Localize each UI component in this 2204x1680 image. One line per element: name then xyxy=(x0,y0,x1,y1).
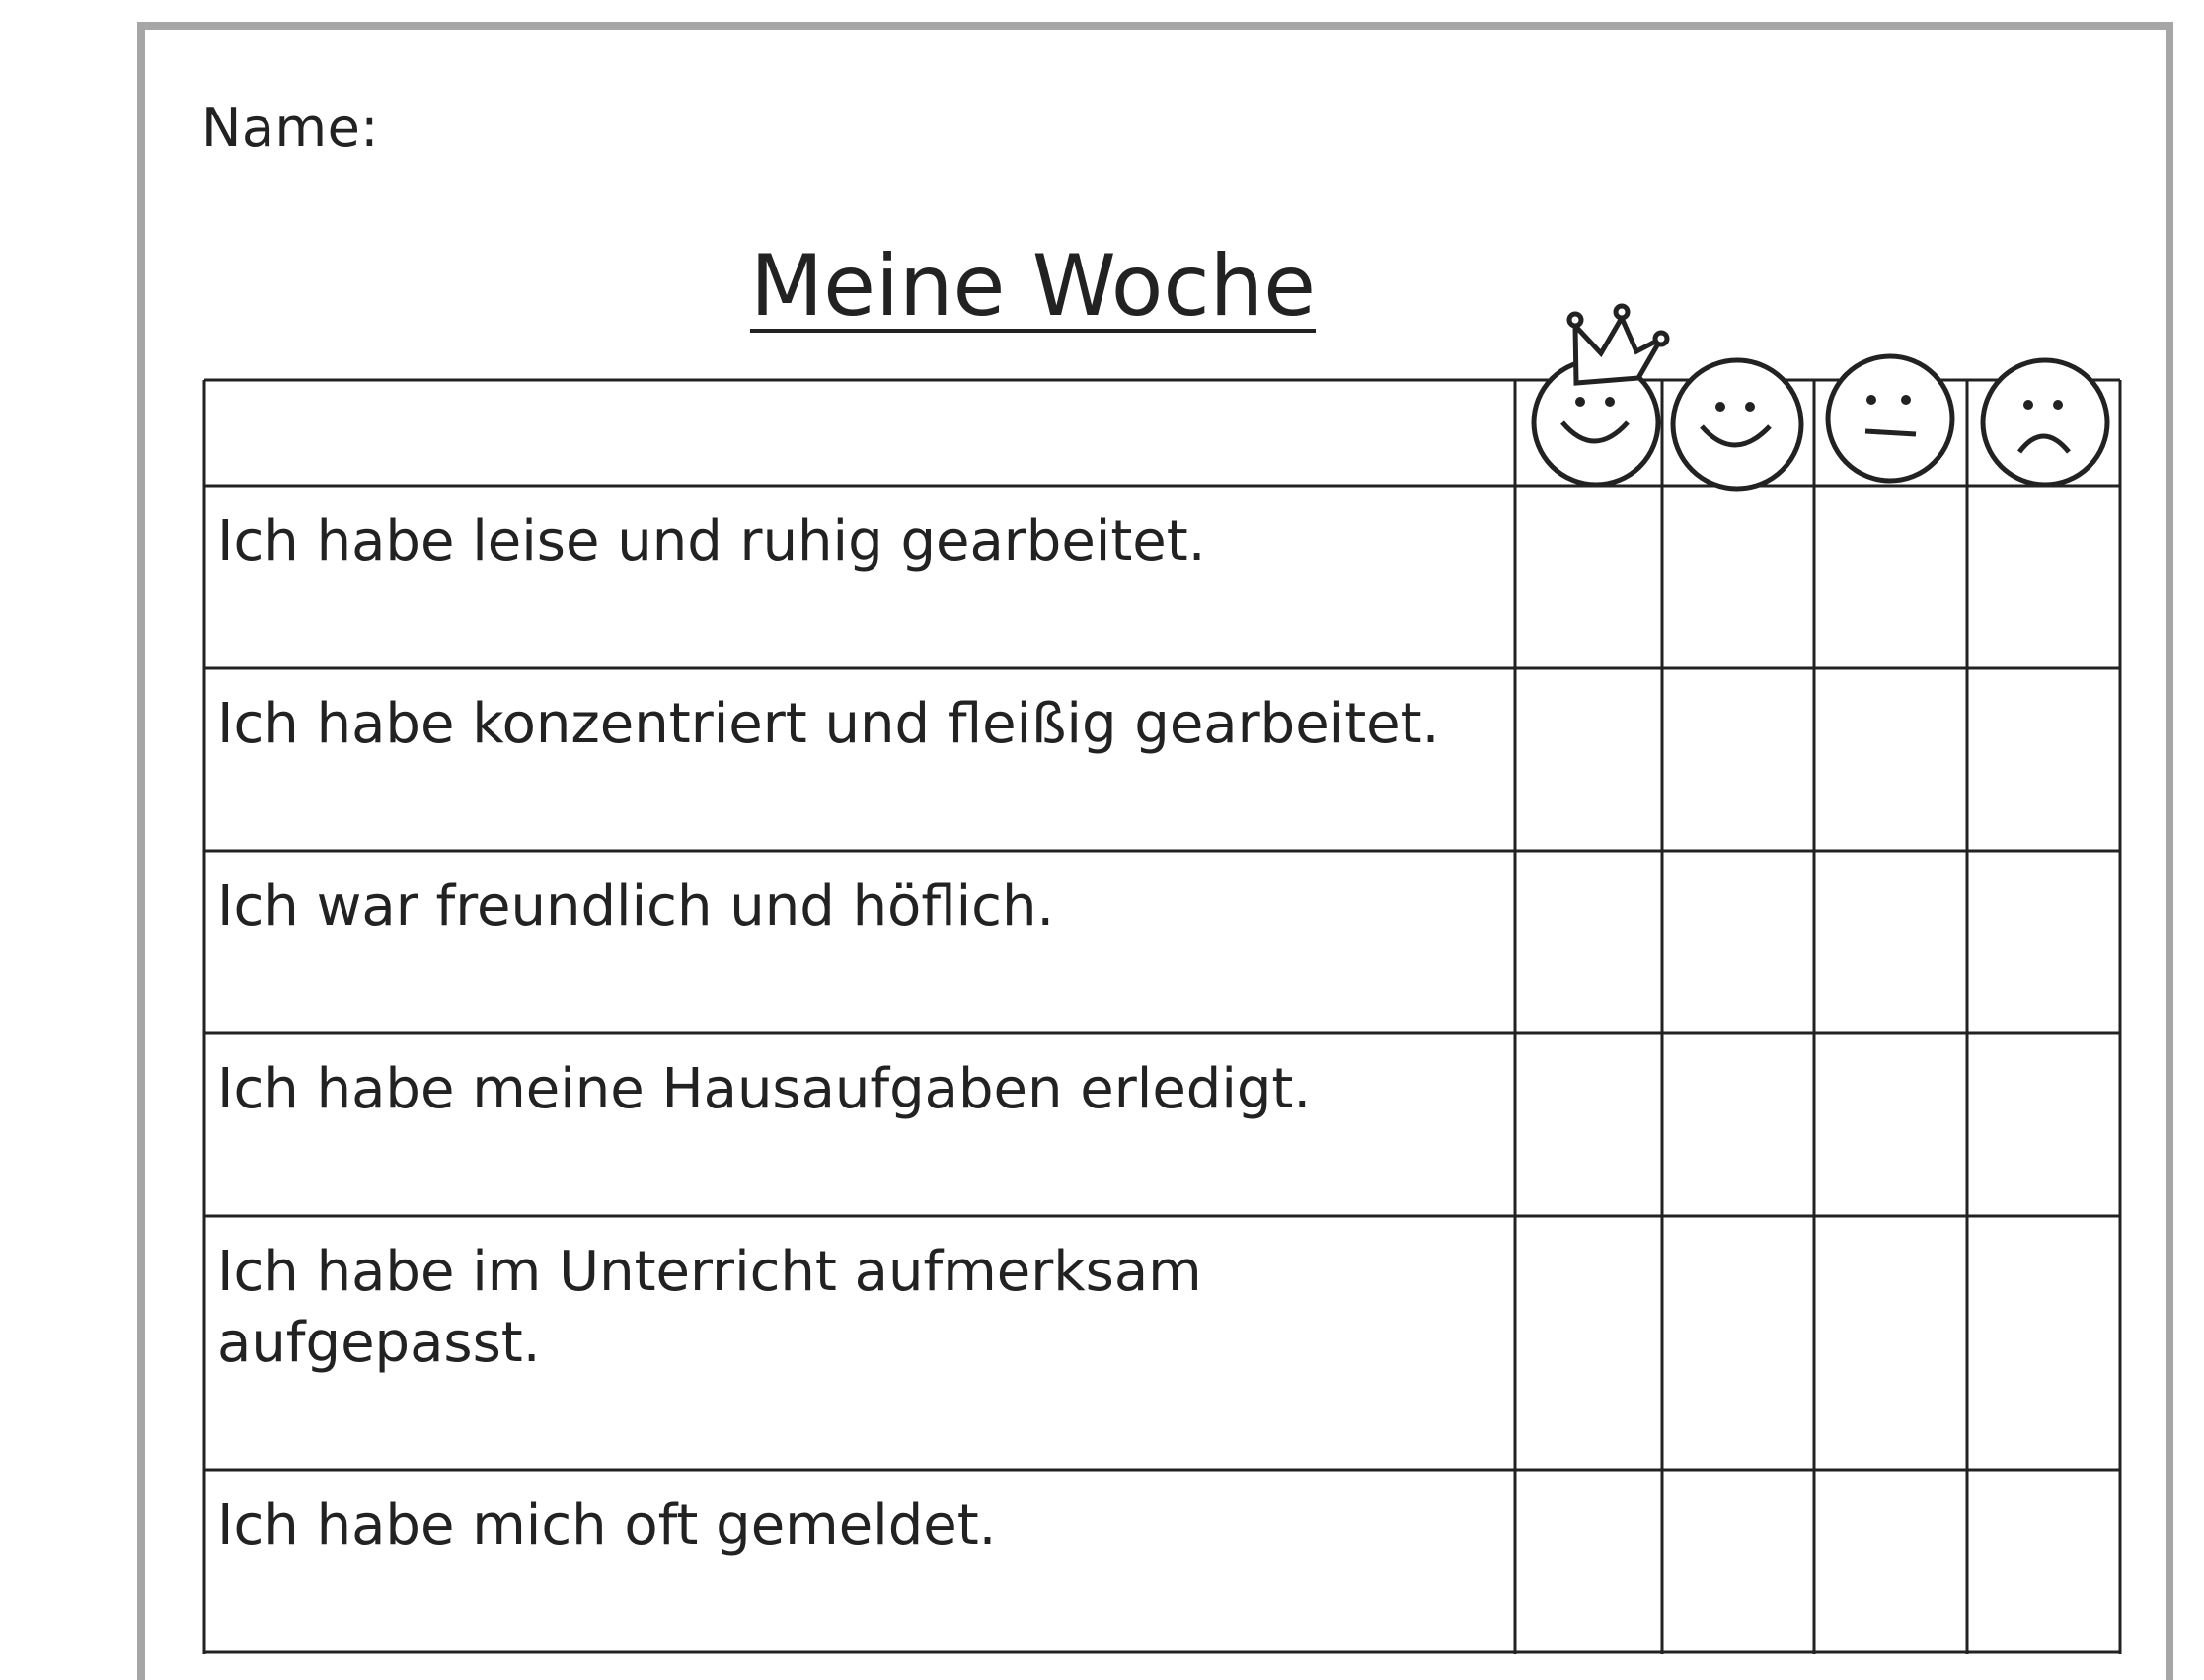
rating-cell[interactable] xyxy=(1664,488,1812,666)
statement-row-1: Ich habe leise und ruhig gearbeitet. xyxy=(217,509,1206,573)
rating-cell[interactable] xyxy=(1816,1218,1965,1468)
rating-cell[interactable] xyxy=(1816,670,1965,849)
rating-cell[interactable] xyxy=(1664,1035,1812,1214)
statement-row-2: Ich habe konzentriert und fleißig gearbeitet. xyxy=(217,692,1440,756)
crowned-smiley-icon xyxy=(1534,306,1667,485)
smiley-icon xyxy=(1673,360,1801,489)
statement-row-6: Ich habe mich oft gemeldet. xyxy=(217,1493,997,1558)
title-text: Meine Woche xyxy=(749,237,1317,336)
rating-cell[interactable] xyxy=(1969,1035,2118,1214)
rating-cell[interactable] xyxy=(1517,1035,1660,1214)
rating-cell[interactable] xyxy=(1816,1035,1965,1214)
statement-row-3: Ich war freundlich und höflich. xyxy=(217,875,1055,939)
rating-cell[interactable] xyxy=(1517,1472,1660,1650)
rating-cell[interactable] xyxy=(1969,670,2118,849)
rating-cell[interactable] xyxy=(1664,1472,1812,1650)
rating-cell[interactable] xyxy=(1517,488,1660,666)
statement-row-5: Ich habe im Unterricht aufmerksam aufgepasst. xyxy=(217,1240,1202,1375)
rating-cell[interactable] xyxy=(1664,670,1812,849)
rating-cell[interactable] xyxy=(1517,1218,1660,1468)
name-label: Name: xyxy=(201,97,380,159)
rating-cell[interactable] xyxy=(1664,853,1812,1031)
statement-row-4: Ich habe meine Hausaufgaben erledigt. xyxy=(217,1057,1312,1121)
rating-cell[interactable] xyxy=(1664,1218,1812,1468)
rating-cells xyxy=(1517,488,2118,1650)
rating-cell[interactable] xyxy=(1816,488,1965,666)
rating-cell[interactable] xyxy=(1517,853,1660,1031)
rating-cell[interactable] xyxy=(1969,1472,2118,1650)
rating-cell[interactable] xyxy=(1969,1218,2118,1468)
rating-cell[interactable] xyxy=(1816,1472,1965,1650)
rating-cell[interactable] xyxy=(1969,853,2118,1031)
rating-cell[interactable] xyxy=(1816,853,1965,1031)
sad-face-icon xyxy=(1983,360,2107,485)
neutral-face-icon xyxy=(1828,356,1952,481)
rating-cell[interactable] xyxy=(1969,488,2118,666)
rating-cell[interactable] xyxy=(1517,670,1660,849)
